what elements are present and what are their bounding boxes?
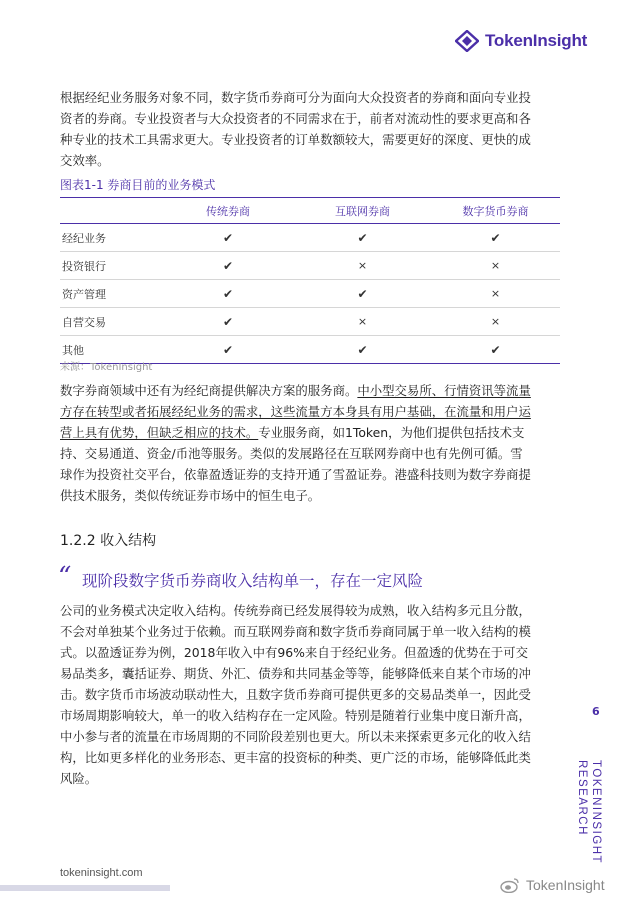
table-cell: × [431, 280, 560, 308]
paragraph-line [60, 422, 560, 443]
paragraph-line: 击。数字货币市场波动联动性大，且数字货币券商可提供更多的交易品类单一，因此受 [60, 687, 531, 702]
tokeninsight-logo-icon [455, 30, 479, 52]
row-label: 其他 [60, 336, 162, 364]
underlined-line: 方存在转型或者拓展经纪业务的需求，这些流量方本身具有用户基础，在流量和用户运 [60, 404, 531, 419]
table-header-cell: 互联网券商 [294, 198, 431, 224]
paragraph-line: 球作为投资社交平台，依靠盈透证券的支持开通了雪盈证券。港盛科技则为数字券商提 [60, 467, 531, 482]
table-cell: ✔ [162, 224, 294, 252]
paragraph-line: 风险。 [60, 771, 98, 786]
table-row [60, 280, 560, 308]
sub-heading: 现阶段数字货币券商收入结构单一，存在一定风险 [82, 572, 424, 590]
table-header-cell: 数字货币券商 [431, 198, 560, 224]
table-cell: ✔ [294, 280, 431, 308]
weibo-text: TokenInsight [526, 877, 605, 893]
header-logo [455, 30, 587, 52]
footer-divider [0, 885, 170, 891]
footer-url[interactable]: tokeninsight.com [60, 867, 143, 879]
table-title: 图表1-1 券商目前的业务模式 [60, 178, 216, 192]
table-row [60, 308, 560, 336]
table-source: 来源：TokenInsight [60, 362, 153, 373]
table-cell: ✔ [162, 308, 294, 336]
side-brand-line: TOKENINSIGHT [590, 760, 602, 865]
paragraph-line: 公司的业务模式决定收入结构。传统券商已经发展得较为成熟，收入结构多元且分散， [60, 603, 531, 618]
table-cell: ✔ [162, 336, 294, 364]
paragraph-line: 易品类多，囊括证券、期货、外汇、债券和共同基金等等，能够降低来自某个市场的冲 [60, 666, 531, 681]
paragraph-line: 种专业的技术工具需求更大。专业投资者的订单数额较大，需要更好的深度、更快的成 [60, 132, 531, 147]
section-heading: 1.2.2 收入结构 [60, 533, 157, 549]
table-header-cell: 传统券商 [162, 198, 294, 224]
weibo-watermark [500, 877, 605, 893]
underlined-text: 中小型交易所、行情资讯等流量 [357, 383, 531, 398]
underlined-text: 营上具有优势，但缺乏相应的技术。 [60, 425, 259, 440]
revenue-structure-paragraph [60, 600, 560, 789]
paragraph-line: 中小参与者的流量在市场周期的不同阶段差别也更大。所以未来探索更多元化的收入结 [60, 729, 531, 744]
service-provider-paragraph [60, 380, 560, 506]
paragraph-line: 根据经纪业务服务对象不同，数字货币券商可分为面向大众投资者的券商和面向专业投 [60, 90, 531, 105]
paragraph-line: 式。以盈透证券为例，2018年收入中有96%来自于经纪业务。但盈透的优势在于可交 [60, 645, 528, 660]
paragraph-line: 供技术服务，类似传统证券市场中的恒生电子。 [60, 488, 321, 503]
paragraph-line: 交效率。 [60, 153, 110, 168]
intro-paragraph [60, 87, 560, 171]
row-label: 经纪业务 [60, 224, 162, 252]
side-brand-line: RESEARCH [576, 760, 588, 836]
table-cell: ✔ [431, 224, 560, 252]
table-header-cell [60, 198, 162, 224]
paragraph-text: 专业服务商，如1Token，为他们提供包括技术支 [258, 425, 525, 440]
table-header-row [60, 198, 560, 224]
side-brand-label [575, 760, 603, 864]
page-number: 6 [592, 705, 600, 718]
paragraph-line: 资者的券商。专业投资者与大众投资者的不同需求在于，前者对流动性的要求更高和各 [60, 111, 531, 126]
row-label: 自营交易 [60, 308, 162, 336]
paragraph-line: 市场周期影响较大，单一的收入结构存在一定风险。特别是随着行业集中度日渐升高， [60, 708, 531, 723]
paragraph-line: 不会对单独某个业务过于依赖。而互联网券商和数字货币券商同属于单一收入结构的模 [60, 624, 531, 639]
row-label: 投资银行 [60, 252, 162, 280]
table-row [60, 252, 560, 280]
table-cell: ✔ [294, 336, 431, 364]
table-row [60, 224, 560, 252]
paragraph-line: 持、交易通道、资金/币池等服务。类似的发展路径在互联网券商中也有先例可循。雪 [60, 446, 523, 461]
weibo-icon [500, 877, 520, 893]
table-cell: ✔ [162, 280, 294, 308]
table-cell: ✔ [294, 224, 431, 252]
table-cell: ✔ [431, 336, 560, 364]
table-cell: ✔ [162, 252, 294, 280]
brand-name: TokenInsight [485, 31, 588, 50]
paragraph-line [60, 380, 560, 401]
quote-mark-icon: “ [58, 562, 72, 592]
paragraph-text: 数字券商领域中还有为经纪商提供解决方案的服务商。 [60, 383, 358, 398]
table-cell: × [431, 252, 560, 280]
table-cell: × [431, 308, 560, 336]
paragraph-line: 构，比如更多样化的业务形态、更丰富的投资标的种类、更广泛的市场，能够降低此类 [60, 750, 531, 765]
row-label: 资产管理 [60, 280, 162, 308]
table-cell: × [294, 308, 431, 336]
table-cell: × [294, 252, 431, 280]
business-model-table [60, 197, 560, 364]
